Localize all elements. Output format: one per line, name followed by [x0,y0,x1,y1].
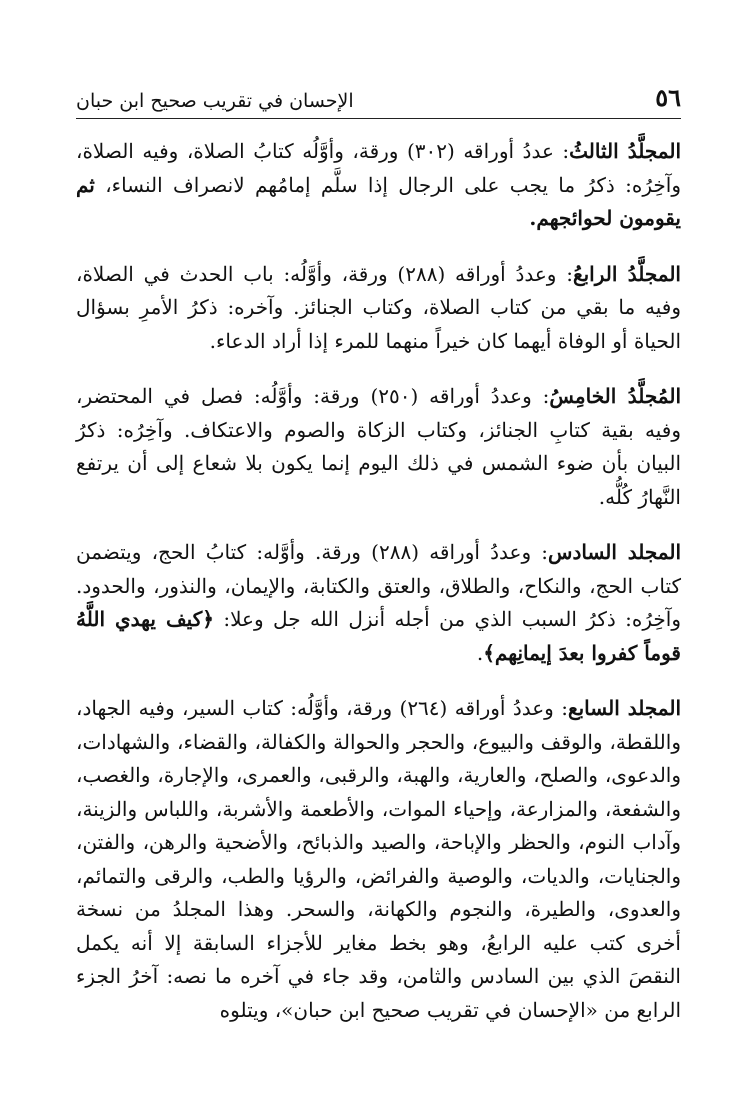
page-number: ٥٦ [655,83,681,112]
paragraph-volume-5 [76,380,681,514]
paragraph-volume-6 [76,536,681,670]
paragraph-text: : وعددُ أوراقه (٢٨٨) ورقة، وأوَّلُه: باب الحدث في الصلاة، وفيه ما بقي من كتاب الصلاة، وكتاب الجنائز. وآخره: ذكرُ الأمرِ بسؤال الحياة أو الوفاة أيهما كان خيراً منهما للمرء إذا أراد الدعاء. [76,261,681,353]
running-head [76,82,681,119]
volume-label: المجلد السادس [548,540,681,564]
volume-label: المجلَّدُ الرابعُ [572,261,681,286]
page-body [76,119,681,1027]
paragraph-text: : وعددُ أوراقه (٢٨٨) ورقة. وأوَّله: كتابُ الحج، ويتضمن كتاب الحج، والنكاح، والطلاق، والعتق والكتابة، والإيمان، والنذور، والحدود. وآخِرُه: ذكرُ السبب الذي من أجله أنزل الله جل وعلا: [76,540,681,631]
paragraph-tail: ثم يقومون لحوائجهم. [76,172,681,230]
paragraph-text: : وعددُ أوراقه (٢٥٠) ورقة: وأوَّلُه: فصل في المحتضر، وفيه بقية كتابِ الجنائز، وكتاب الزكاة والصوم والاعتكاف. وآخِرُه: ذكرُ البيان بأن ضوء الشمس في ذلك اليوم إنما يكون بلا شعاع إلى أن يرتفع النَّهارُ كُلُّه. [76,384,681,509]
paragraph-text: : عددُ أوراقه (٣٠٢) ورقة، وأوَّلُه كتابُ الصلاة، وفيه الصلاة، وآخِرُه: ذكرُ ما يجب على الرجال إذا سلَّم إمامُهم لانصراف النساء، [76,139,681,197]
quranic-quote: ﴿كيف يهدي اللَّهُ قوماً كفروا بعدَ إيمانِهم﴾ [76,607,681,665]
volume-label: المجلَّدُ الثالثُ [569,139,682,163]
paragraph-volume-3 [76,135,681,236]
paragraph-volume-7 [76,692,681,1027]
paragraph-volume-4 [76,258,681,359]
running-head-title: الإحسان في تقريب صحيح ابن حبان [76,90,354,112]
volume-label: المجلد السابع [567,696,681,720]
paragraph-tail: . [476,640,484,665]
paragraph-text: : وعددُ أوراقه (٢٦٤) ورقة، وأوَّلُه: كتاب السير، وفيه الجهاد، واللقطة، والوقف والبيوع، والحجر والحوالة والكفالة، والقضاء، والشهادات، والدعوى، والصلح، والعارية، والهبة، والرقبى، والعمرى، والإجارة، والغصب، والشفعة، والمزارعة، وإحياء الموات، والأطعمة والأشربة، واللباس والزينة، وآداب النوم، والحظر والإباحة، والصيد والذبائح، والأضحية والرهن، والفتن، والجنايات، والديات، والوصية والفرائض، والرؤيا والطب، والرقى والتمائم، والعدوى، والطيرة، والنجوم والكهانة، والسحر. وهذا المجلدُ من نسخة أخرى كتب عليه الرابعُ، وهو بخط مغاير للأجزاء السابقة إلا أنه يكمل النقصَ الذي بين السادس والثامن، وقد جاء في آخره ما نصه: آخرُ الجزء الرابع من «الإحسان في تقريب صحيح ابن حبان»، ويتلوه [76,696,681,1022]
volume-label: المُجلَّدُ الخامِسُ [549,384,682,408]
